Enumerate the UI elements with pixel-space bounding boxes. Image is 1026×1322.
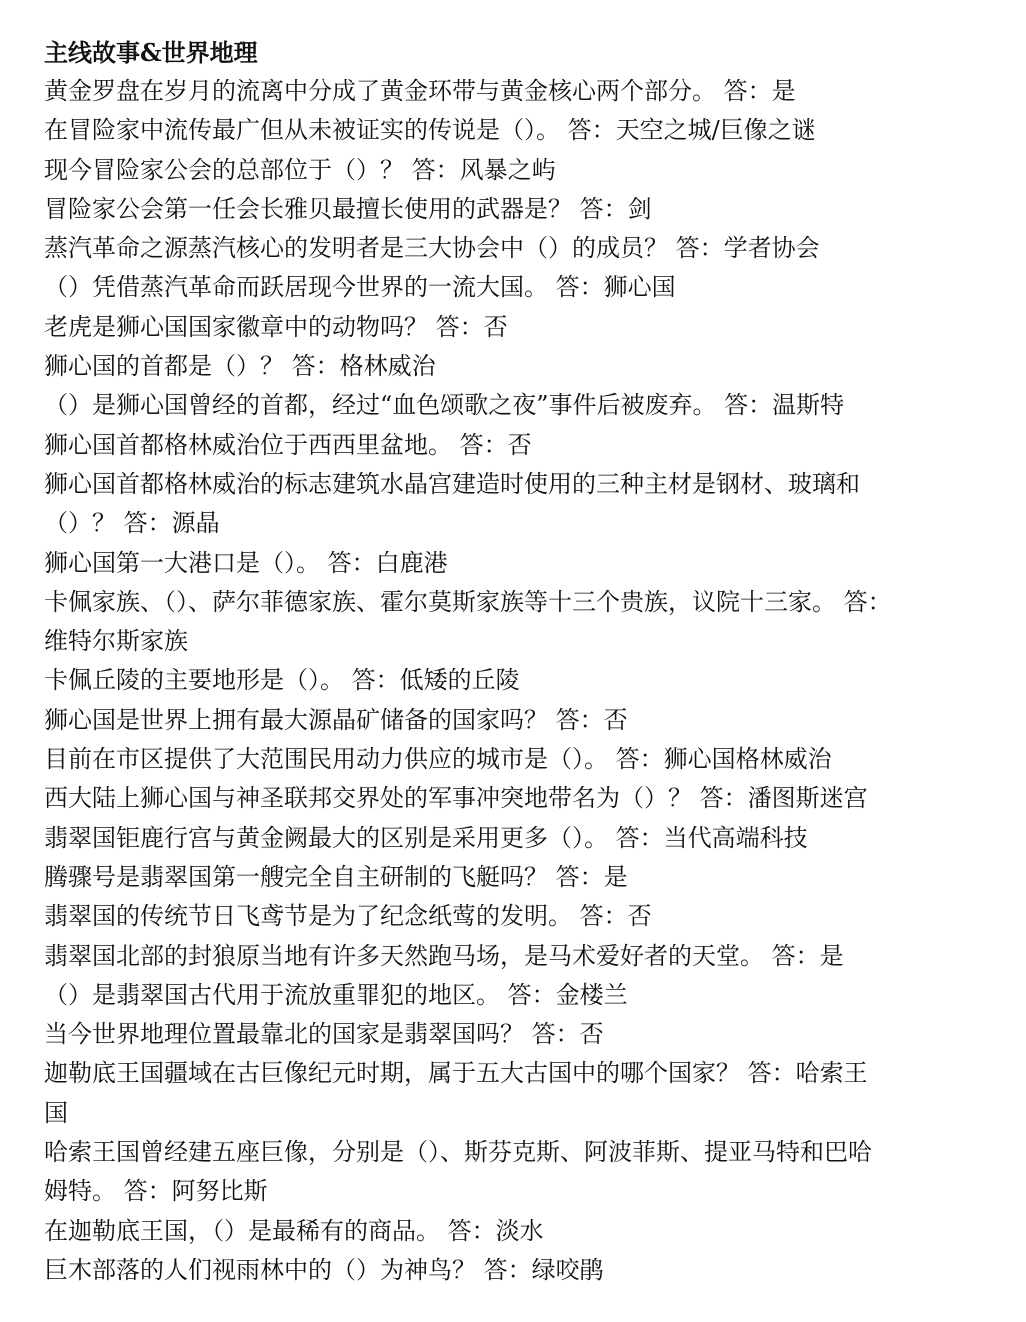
qa-line: 巨木部落的人们视雨林中的（）为神鸟？ 答：绿咬鹃 <box>44 1255 604 1284</box>
qa-line: 在迦勒底王国，（）是最稀有的商品。 答：淡水 <box>44 1216 544 1245</box>
qa-line: 哈索王国曾经建五座巨像，分别是（）、斯芬克斯、阿波菲斯、提亚马特和巴哈 <box>44 1138 872 1167</box>
qa-line: 姆特。 答：阿努比斯 <box>44 1177 268 1206</box>
qa-line: 狮心国的首都是（）？ 答：格林威治 <box>44 352 436 381</box>
qa-line: 当今世界地理位置最靠北的国家是翡翠国吗？ 答：否 <box>44 1020 604 1049</box>
qa-line: 西大陆上狮心国与神圣联邦交界处的军事冲突地带名为（）？ 答：潘图斯迷宫 <box>44 784 868 813</box>
qa-line: 维特尔斯家族 <box>44 627 188 656</box>
qa-line: 冒险家公会第一任会长雅贝最擅长使用的武器是？ 答：剑 <box>44 194 652 223</box>
qa-line: （）凭借蒸汽革命而跃居现今世界的一流大国。 答：狮心国 <box>44 273 676 302</box>
qa-line: （）是狮心国曾经的首都，经过“血色颂歌之夜”事件后被废弃。 答：温斯特 <box>44 391 845 420</box>
qa-line: 卡佩家族、（）、萨尔菲德家族、霍尔莫斯家族等十三个贵族，议院十三家。 答： <box>44 587 892 616</box>
document-title: 主线故事&世界地理 <box>44 38 258 67</box>
qa-line: 狮心国首都格林威治的标志建筑水晶宫建造时使用的三种主材是钢材、玻璃和 <box>44 469 860 498</box>
qa-line: 卡佩丘陵的主要地形是（）。 答：低矮的丘陵 <box>44 666 520 695</box>
qa-line: （）？ 答：源晶 <box>44 509 220 538</box>
qa-line: 黄金罗盘在岁月的流离中分成了黄金环带与黄金核心两个部分。 答：是 <box>44 77 796 105</box>
qa-line: 腾骤号是翡翠国第一艘完全自主研制的飞艇吗？ 答：是 <box>44 862 628 891</box>
qa-line: 狮心国首都格林威治位于西西里盆地。 答：否 <box>44 430 532 459</box>
qa-line: 狮心国是世界上拥有最大源晶矿储备的国家吗？ 答：否 <box>44 705 628 734</box>
qa-line: （）是翡翠国古代用于流放重罪犯的地区。 答：金楼兰 <box>44 980 628 1009</box>
qa-line: 老虎是狮心国国家徽章中的动物吗？ 答：否 <box>44 312 508 341</box>
qa-line: 翡翠国的传统节日飞鸢节是为了纪念纸莺的发明。 答：否 <box>44 902 652 931</box>
qa-list <box>44 72 974 1290</box>
document-page <box>44 34 974 1290</box>
qa-line: 目前在市区提供了大范围民用动力供应的城市是（）。 答：狮心国格林威治 <box>44 745 832 774</box>
qa-line: 在冒险家中流传最广但从未被证实的传说是（）。 答：天空之城/巨像之谜 <box>44 116 816 145</box>
qa-line: 国 <box>44 1098 68 1127</box>
qa-line: 翡翠国北部的封狼原当地有许多天然跑马场，是马术爱好者的天堂。 答：是 <box>44 941 844 970</box>
qa-line: 翡翠国钜鹿行宫与黄金阙最大的区别是采用更多（）。 答：当代高端科技 <box>44 823 808 852</box>
qa-line: 狮心国第一大港口是（）。 答：白鹿港 <box>44 548 448 577</box>
qa-line: 现今冒险家公会的总部位于（）？ 答：风暴之屿 <box>44 155 556 184</box>
qa-line: 蒸汽革命之源蒸汽核心的发明者是三大协会中（）的成员？ 答：学者协会 <box>44 234 820 263</box>
qa-line: 迦勒底王国疆域在古巨像纪元时期，属于五大古国中的哪个国家？ 答：哈索王 <box>44 1059 868 1088</box>
